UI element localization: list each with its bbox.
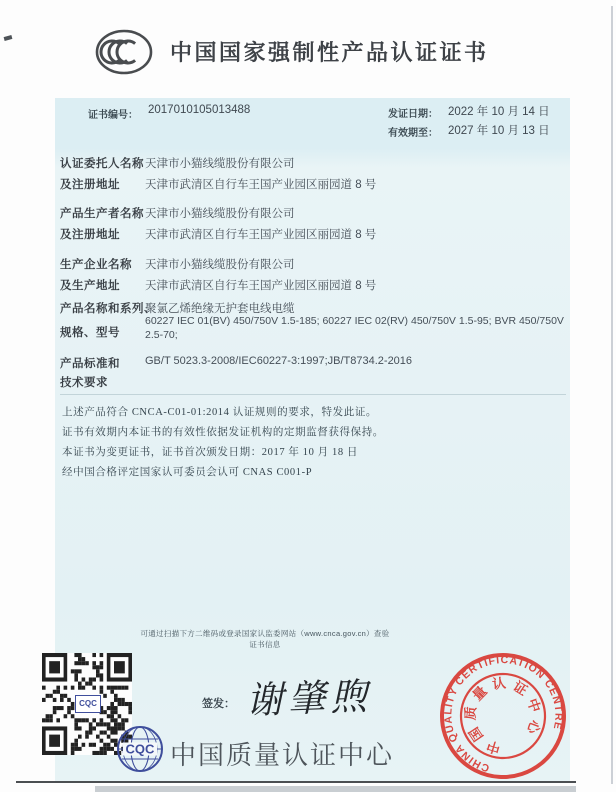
product-models-line2: 2.5-70; bbox=[145, 329, 178, 341]
producer-label-2: 及注册地址 bbox=[60, 229, 120, 241]
issuer-sign-label: 签发： bbox=[202, 698, 235, 710]
product-models-line1: 60227 IEC 01(BV) 450/750V 1.5-185; 60227 IEC 02(RV) 450/750V 1.5-95; BVR 450/750V bbox=[145, 315, 564, 327]
manufacturer-label-2: 及生产地址 bbox=[60, 280, 120, 292]
svg-text:证: 证 bbox=[510, 678, 530, 699]
page-bottom-edge bbox=[16, 781, 576, 783]
producer-name: 天津市小猫线缆股份有限公司 bbox=[145, 208, 295, 220]
valid-until-label: 有效期至： bbox=[388, 128, 438, 139]
page-bottom-shadow bbox=[95, 786, 576, 792]
seal-english-text: CHINA QUALITY CERTIFICATION CENTRE bbox=[442, 654, 565, 775]
manufacturer-label-1: 生产企业名称 bbox=[60, 259, 132, 271]
org-name: 中国质量认证中心 bbox=[170, 740, 395, 770]
scan-artifact bbox=[4, 35, 13, 41]
applicant-address: 天津市武清区自行车王国产业园区丽园道 8 号 bbox=[145, 179, 377, 191]
svg-text:质: 质 bbox=[462, 705, 479, 721]
producer-label-1: 产品生产者名称 bbox=[60, 208, 144, 220]
valid-until-value: 2027 年 10 月 13 日 bbox=[448, 125, 550, 137]
product-label-2: 规格、型号 bbox=[60, 327, 120, 339]
certificate-title: 中国国家强制性产品认证证书 bbox=[170, 40, 489, 65]
issue-date-value: 2022 年 10 月 14 日 bbox=[448, 106, 550, 118]
product-label-1: 产品名称和系列、 bbox=[60, 303, 156, 315]
section-divider bbox=[60, 394, 566, 395]
verification-note: 可通过扫描下方二维码或登录国家认监委网站（www.cnca.gov.cn）查验证书信息 bbox=[140, 629, 390, 649]
ccc-logo-icon bbox=[93, 27, 155, 77]
issuer-signature: 谢肇煦 bbox=[245, 676, 373, 723]
issue-date-label: 发证日期： bbox=[388, 109, 438, 120]
product-name: 聚氯乙烯绝缘无护套电线电缆 bbox=[145, 303, 295, 315]
svg-text:心: 心 bbox=[524, 718, 543, 736]
manufacturer-address: 天津市武清区自行车王国产业园区丽园道 8 号 bbox=[145, 280, 377, 292]
statement-line-4: 经中国合格评定国家认可委员会认可 CNAS C001-P bbox=[62, 467, 313, 478]
official-seal bbox=[433, 646, 573, 786]
cert-no-label: 证书编号： bbox=[88, 110, 138, 121]
standard-value: GB/T 5023.3-2008/IEC60227-3:1997;JB/T8734.2-2016 bbox=[145, 355, 413, 367]
manufacturer-name: 天津市小猫线缆股份有限公司 bbox=[145, 259, 295, 271]
svg-text:CHINA QUALITY CERTIFICATION CE bbox=[433, 646, 573, 782]
qr-center-logo: CQC bbox=[75, 695, 101, 713]
statement-line-3: 本证书为变更证书，证书首次颁发日期：2017 年 10 月 18 日 bbox=[62, 447, 359, 458]
svg-text:认: 认 bbox=[491, 675, 507, 693]
statement-line-2: 证书有效期内本证书的有效性依据发证机构的定期监督获得保持。 bbox=[62, 427, 384, 438]
cqc-globe-icon bbox=[115, 724, 165, 774]
svg-text:量: 量 bbox=[469, 683, 490, 704]
standard-label-2: 技术要求 bbox=[60, 377, 108, 389]
svg-text:中: 中 bbox=[484, 737, 503, 757]
svg-text:国: 国 bbox=[466, 724, 487, 744]
scan-right-edge bbox=[611, 6, 613, 784]
standard-label-1: 产品标准和 bbox=[60, 358, 120, 370]
statement-line-1: 上述产品符合 CNCA-C01-01:2014 认证规则的要求，特发此证。 bbox=[62, 407, 378, 418]
applicant-label-2: 及注册地址 bbox=[60, 179, 120, 191]
cert-no-value: 2017010105013488 bbox=[148, 104, 251, 116]
svg-text:中: 中 bbox=[524, 696, 544, 715]
svg-text:CQC: CQC bbox=[125, 741, 155, 757]
applicant-name: 天津市小猫线缆股份有限公司 bbox=[145, 158, 295, 170]
producer-address: 天津市武清区自行车王国产业园区丽园道 8 号 bbox=[145, 229, 377, 241]
applicant-label-1: 认证委托人名称 bbox=[60, 158, 144, 170]
